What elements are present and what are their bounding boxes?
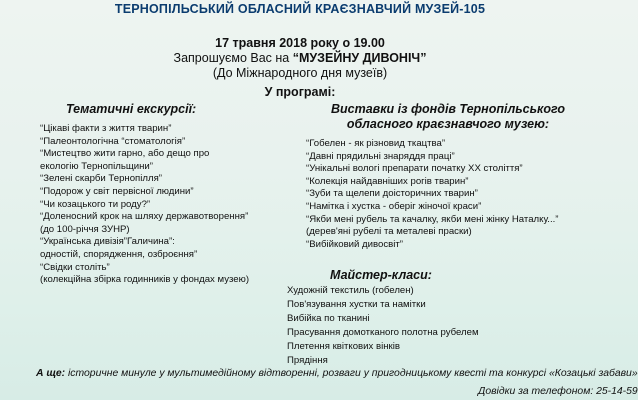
list-item: “Вибійковий дивосвіт” xyxy=(306,238,403,250)
museum-title: ТЕРНОПІЛЬСЬКИЙ ОБЛАСНИЙ КРАЄЗНАВЧИЙ МУЗЕЙ-105 xyxy=(114,2,486,16)
list-item: Вибійка по тканині xyxy=(287,313,370,324)
excursions-heading: Тематичні екскурсії: xyxy=(66,102,197,116)
also-prefix: А ще: xyxy=(36,368,68,379)
list-item: “Колекція найдавніших рогів тварин” xyxy=(306,175,469,187)
exhibitions-heading-line2: обласного краєзнавчого музею: xyxy=(346,117,550,131)
list-item: (колекційна збірка годинників у фондах музею) xyxy=(40,274,250,286)
masterclasses-heading: Майстер-класи: xyxy=(330,268,432,282)
list-item: (дерев'яні рубелі та металеві праски) xyxy=(306,226,472,238)
invite-prefix: Запрошуємо Вас на xyxy=(173,51,293,65)
list-item: одностій, спорядження, озброєння” xyxy=(40,248,198,260)
list-item: Художній текстиль (гобелен) xyxy=(287,285,414,296)
exhibitions-heading-line1: Виставки із фондів Тернопільського xyxy=(330,102,566,116)
list-item: “Цікаві факти з життя тварин” xyxy=(40,123,172,134)
list-item: “Свідки століть” xyxy=(40,261,110,273)
list-item: “Намітка і хустка - оберіг жіночої краси” xyxy=(306,200,482,212)
exhibitions-heading xyxy=(318,102,578,132)
list-item: “Українська дивізія”Галичина”: xyxy=(40,236,175,248)
list-item: “Давні прядильні знаряддя праці” xyxy=(306,150,455,162)
excursions-list xyxy=(40,123,290,287)
list-item: “Палеонтологічна “стоматологія” xyxy=(40,135,186,147)
footer-also xyxy=(36,368,638,379)
event-subtitle: (До Міжнародного дня музеїв) xyxy=(212,66,388,80)
event-name: “МУЗЕЙНУ ДИВОНІЧ” xyxy=(292,51,427,65)
event-date: 17 травня 2018 року о 19.00 xyxy=(215,36,385,50)
list-item: Плетення квіткових вінків xyxy=(287,341,400,352)
list-item: Прасування домотканого полотна рубелем xyxy=(287,327,479,338)
list-item: “Унікальні вологі препарати початку XX століття” xyxy=(306,163,523,175)
program-label: У програмі: xyxy=(264,85,336,99)
list-item: “Якби мені рубель та качалку, якби мені жінку Наталку...” xyxy=(306,213,559,225)
list-item: (до 100-річчя ЗУНР) xyxy=(40,223,130,235)
list-item: “Доленосний крок на шляху державотворення” xyxy=(40,211,249,223)
list-item: “Мистецтво жити гарно, або дещо про xyxy=(40,148,210,160)
list-item: “Зуби та щелепи доісторичних тварин” xyxy=(306,188,478,200)
event-invite xyxy=(0,51,600,65)
exhibitions-list xyxy=(306,138,596,251)
list-item: “Подорож у світ первісної людини” xyxy=(40,185,194,197)
list-item: “Зелені скарби Тернопілля” xyxy=(40,173,162,185)
contact-phone: Довідки за телефоном: 25-14-59 xyxy=(478,386,638,397)
list-item: екологію Тернопільщини” xyxy=(40,160,153,172)
list-item: Пов'язування хустки та намітки xyxy=(287,299,426,310)
also-text: історичне минуле у мультимедійному відтворенні, розваги у пригодницькому квесті та конкурсі «Козацькі забави» xyxy=(67,368,638,379)
list-item: “Чи козацького ти роду?” xyxy=(40,198,151,210)
list-item: “Гобелен - як різновид ткацтва” xyxy=(306,138,446,149)
list-item: Прядіння xyxy=(287,355,328,366)
masterclasses-list xyxy=(287,284,507,368)
